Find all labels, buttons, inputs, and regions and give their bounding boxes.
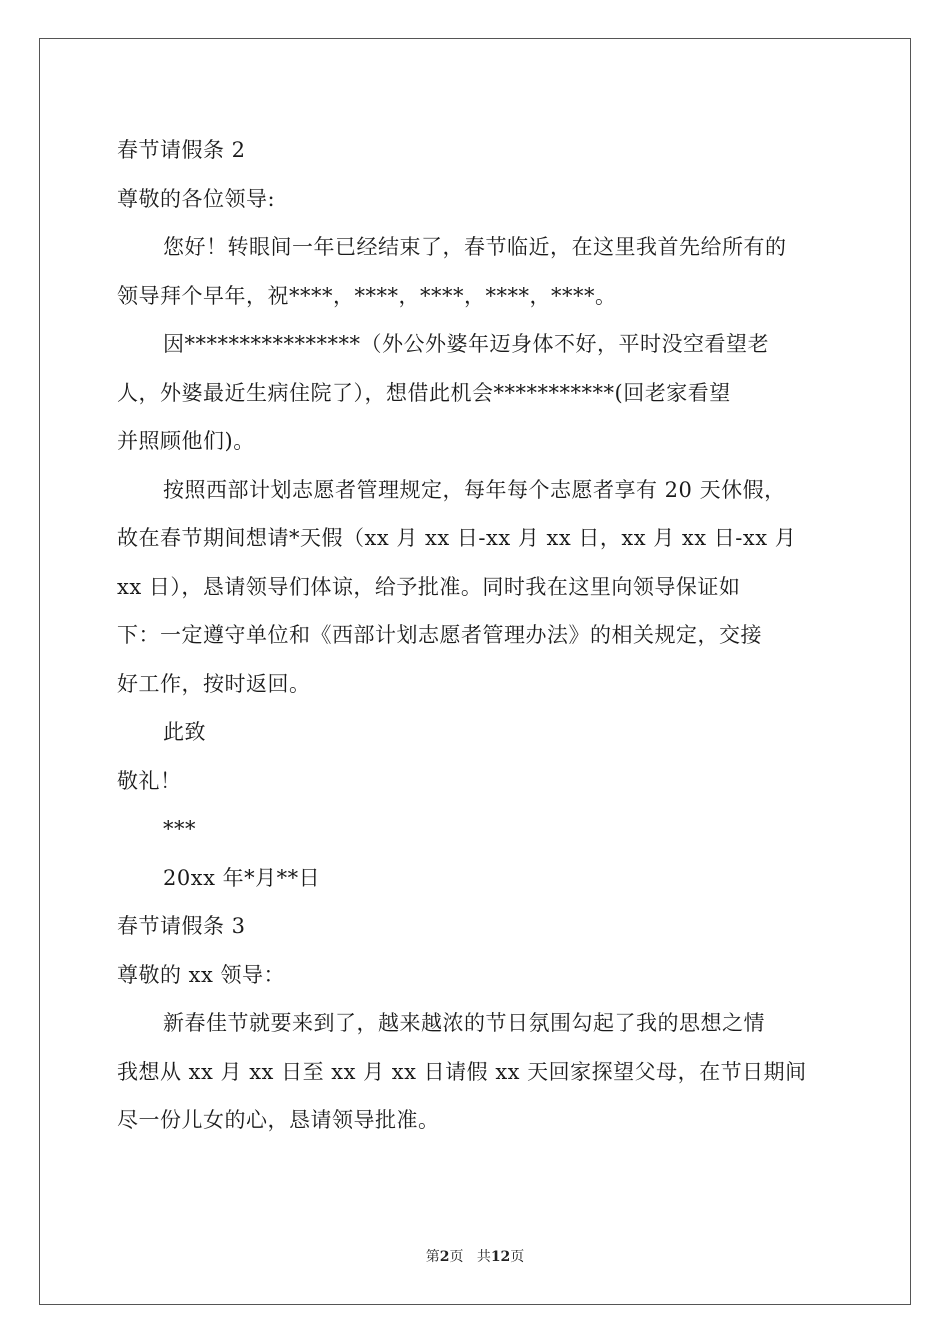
paragraph-line: 人，外婆最近生病住院了），想借此机会***********(回老家看望 (117, 380, 731, 405)
paragraph-line: 并照顾他们)。 (117, 429, 255, 453)
page-number: 2 (439, 1249, 450, 1265)
paragraph-line: 我想从 xx 月 xx 日至 xx 月 xx 日请假 xx 天回家探望父母，在节日期间 (117, 1059, 807, 1084)
total-prefix: 共 (476, 1249, 491, 1265)
paragraph-line: 您好！转眼间一年已经结束了，春节临近，在这里我首先给所有的 (163, 235, 787, 259)
signature: *** (163, 817, 196, 841)
total-suffix: 页 (510, 1249, 525, 1265)
paragraph-line: 好工作，按时返回。 (117, 671, 311, 696)
closing-line: 此致 (163, 720, 206, 744)
total-pages: 12 (490, 1249, 511, 1265)
paragraph-line: 故在春节期间想请*天假（xx 月 xx 日-xx 月 xx 日，xx 月 xx 日-xx 月 (117, 526, 797, 550)
closing-line: 敬礼！ (117, 768, 182, 793)
paragraph-line: 下：一定遵守单位和《西部计划志愿者管理办法》的相关规定，交接 (117, 623, 762, 647)
section-title: 春节请假条 2 (117, 138, 246, 162)
date-line: 20xx 年*月**日 (163, 865, 321, 890)
paragraph-line: 领导拜个早年，祝****，****，****，****，****。 (117, 283, 617, 308)
document-body (117, 126, 837, 1145)
paragraph-line: 按照西部计划志愿者管理规定，每年每个志愿者享有 20 天休假， (163, 477, 786, 502)
salutation: 尊敬的各位领导: (117, 186, 276, 211)
section-title: 春节请假条 3 (117, 914, 246, 938)
paragraph-line: 新春佳节就要来到了，越来越浓的节日氛围勾起了我的思想之情 (163, 1011, 765, 1035)
paragraph-line: xx 日），恳请领导们体谅，给予批准。同时我在这里向领导保证如 (117, 574, 741, 599)
page-footer (0, 1246, 950, 1266)
paragraph-line: 因****************（外公外婆年迈身体不好，平时没空看望老 (163, 332, 769, 356)
salutation: 尊敬的 xx 领导： (117, 962, 286, 987)
paragraph-line: 尽一份儿女的心，恳请领导批准。 (117, 1108, 440, 1132)
page-prefix: 第 (425, 1249, 440, 1265)
page-suffix: 页 (449, 1249, 464, 1265)
